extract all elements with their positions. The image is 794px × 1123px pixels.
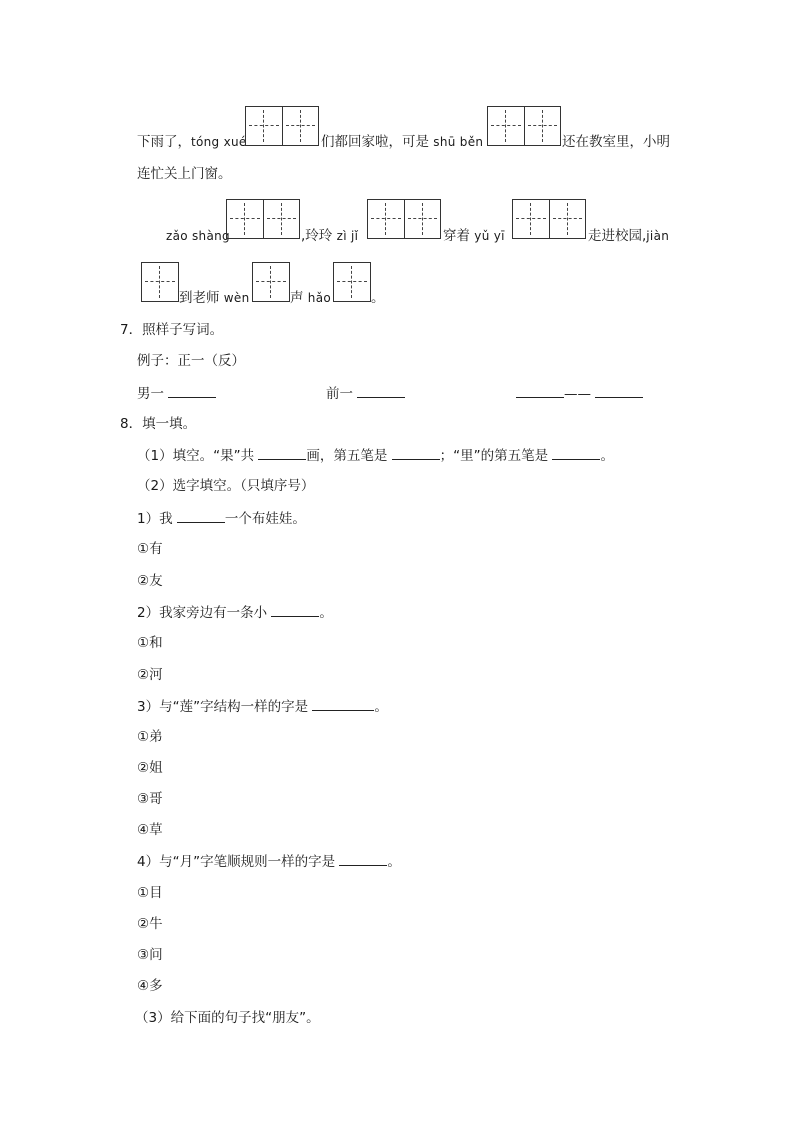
q6-text: ,玲玲 — [301, 228, 333, 244]
q8-text: 。 — [319, 605, 333, 621]
answer-blank[interactable] — [552, 445, 600, 460]
q7-item-label: 前一 — [326, 386, 353, 402]
tian-grid-jian[interactable] — [141, 262, 179, 302]
option[interactable]: ①目 — [137, 885, 163, 901]
option[interactable]: ②牛 — [137, 916, 163, 932]
q7-item-label: 男一 — [137, 386, 164, 402]
option[interactable]: ②友 — [137, 573, 163, 589]
tian-grid-zaoshang[interactable] — [226, 199, 300, 239]
q7-item-3 — [516, 383, 643, 404]
q6-line-1b — [321, 132, 483, 152]
option[interactable]: ②河 — [137, 667, 163, 683]
q6-line-3d — [588, 226, 669, 246]
q6-line-2: 连忙关上门窗。 — [137, 166, 232, 182]
q6-line-4b — [290, 288, 331, 308]
q7-item-2 — [326, 383, 405, 404]
pinyin-ziji: zì jǐ — [336, 229, 359, 243]
q8-part-3: （3）给下面的句子找“朋友”。 — [135, 1010, 320, 1026]
q8-title: 8．填一填。 — [120, 416, 197, 432]
q8-sub-3 — [137, 696, 388, 717]
q6-line-4a — [179, 288, 250, 308]
q8-text: 3）与“莲”字结构一样的字是 — [137, 699, 309, 715]
pinyin-yuyi: yǔ yī — [474, 229, 505, 243]
q8-text: 2）我家旁边有一条小 — [137, 605, 268, 621]
q8-text: （1）填空。“果”共 — [137, 448, 255, 464]
q6-line-3b — [301, 226, 358, 246]
pinyin-hao: hǎo — [307, 291, 331, 305]
tian-grid-ziji[interactable] — [367, 199, 441, 239]
q8-text: 。 — [387, 854, 401, 870]
q7-item-1 — [137, 383, 216, 404]
answer-blank[interactable] — [312, 696, 374, 711]
pinyin-jian: jiàn — [646, 229, 670, 243]
option[interactable]: ②姐 — [137, 760, 163, 776]
q8-text: 一个布娃娃。 — [224, 511, 306, 527]
option[interactable]: ①和 — [137, 635, 163, 651]
q6-line-1 — [137, 132, 247, 152]
q8-text: 画，第五笔是 — [306, 448, 388, 464]
q6-text: 声 — [290, 290, 304, 306]
option[interactable]: ③哥 — [137, 791, 163, 807]
option[interactable]: ①有 — [137, 541, 163, 557]
q6-text: 穿着 — [443, 228, 470, 244]
answer-blank[interactable] — [357, 383, 405, 398]
tian-grid-shuben[interactable] — [487, 106, 561, 146]
answer-blank[interactable] — [177, 508, 225, 523]
answer-blank[interactable] — [258, 445, 306, 460]
q8-text: 4）与“月”字笔顺规则一样的字是 — [137, 854, 336, 870]
option[interactable]: ①弟 — [137, 729, 163, 745]
q7-title: 7．照样子写词。 — [120, 322, 224, 338]
answer-blank[interactable] — [595, 383, 643, 398]
q8-part-1 — [137, 445, 614, 466]
pinyin-wen: wèn — [223, 291, 250, 305]
q8-text: 。 — [600, 448, 614, 464]
q6-text: 们都回家啦，可是 — [321, 134, 429, 150]
q8-sub-1 — [137, 508, 306, 529]
q8-sub-2 — [137, 602, 333, 623]
answer-blank[interactable] — [168, 383, 216, 398]
q6-text: 到老师 — [179, 290, 220, 306]
q6-text: 走进校园, — [588, 228, 647, 244]
tian-grid-tongxue[interactable] — [245, 106, 319, 146]
pinyin-zaoshang: zǎo shàng — [166, 229, 230, 243]
pinyin-tongxue: tóng xué — [191, 135, 247, 149]
tian-grid-yuyi[interactable] — [512, 199, 586, 239]
q6-line-1c: 还在教室里，小明 — [562, 134, 670, 150]
q8-text: 1）我 — [137, 511, 173, 527]
tian-grid-wen[interactable] — [252, 262, 290, 302]
q7-example: 例子：正一（反） — [137, 353, 245, 369]
tian-grid-hao[interactable] — [333, 262, 371, 302]
answer-blank[interactable] — [339, 851, 387, 866]
q8-sub-4 — [137, 851, 401, 872]
option[interactable]: ④多 — [137, 978, 163, 994]
q8-text: 。 — [374, 699, 388, 715]
q8-text: ；“里”的第五笔是 — [439, 448, 549, 464]
answer-blank[interactable] — [392, 445, 440, 460]
q6-line-3c — [443, 226, 505, 246]
answer-blank[interactable] — [271, 602, 319, 617]
answer-blank[interactable] — [516, 383, 564, 398]
pinyin-shuben: shū běn — [433, 135, 484, 149]
q6-line-4c: 。 — [371, 290, 385, 306]
q6-text: 下雨了， — [137, 134, 191, 150]
option[interactable]: ④草 — [137, 822, 163, 838]
q7-dash: —— — [564, 386, 591, 402]
q8-part-2: （2）选字填空。（只填序号） — [137, 478, 315, 494]
option[interactable]: ③问 — [137, 947, 163, 963]
